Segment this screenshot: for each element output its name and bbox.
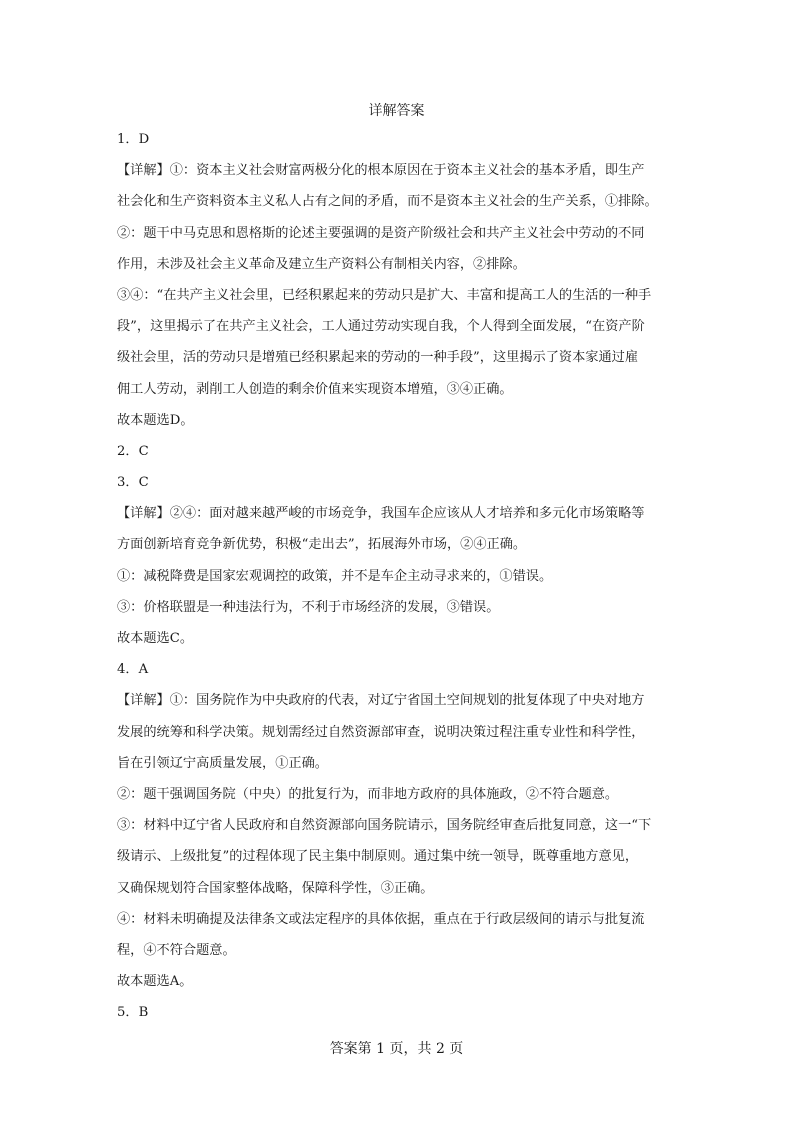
- text-line: ③：材料中辽宁省人民政府和自然资源部向国务院请示，国务院经审查后批复同意，这一“下: [117, 818, 652, 834]
- text-line: ③④：“在共产主义社会里，已经积累起来的劳动只是扩大、丰富和提高工人的生活的一种手: [117, 287, 652, 303]
- text-line: 故本题选D。: [117, 412, 194, 428]
- text-line: 3．C: [117, 475, 149, 491]
- text-line: ②：题干中马克思和恩格斯的论述主要强调的是资产阶级社会和共产主义社会中劳动的不同: [117, 225, 645, 241]
- text-line: 方面创新培育竞争新优势，积极“走出去”，拓展海外市场，②④正确。: [117, 537, 527, 553]
- text-line: 社会化和生产资料资本主义私人占有之间的矛盾，而不是资本主义社会的生产关系，①排除。: [117, 194, 658, 210]
- text-line: ②：题干强调国务院（中央）的批复行为，而非地方政府的具体施政，②不符合题意。: [117, 786, 619, 802]
- text-line: 【详解】①：国务院作为中央政府的代表，对辽宁省国土空间规划的批复体现了中央对地方: [117, 693, 645, 709]
- text-line: 旨在引领辽宁高质量发展，①正确。: [117, 755, 328, 771]
- text-line: 程，④不符合题意。: [117, 942, 236, 958]
- answer-content: [117, 130, 687, 1034]
- text-line: 级请示、上级批复”的过程体现了民主集中制原则。通过集中统一领导，既尊重地方意见，: [117, 849, 639, 865]
- page-footer: 答案第 1 页，共 2 页: [329, 1041, 464, 1057]
- text-line: ③：价格联盟是一种违法行为，不利于市场经济的发展，③错误。: [117, 599, 500, 615]
- page-title: 详解答案: [368, 103, 425, 119]
- text-line: 故本题选A。: [117, 974, 193, 990]
- text-line: 【详解】①：资本主义社会财富两极分化的根本原因在于资本主义社会的基本矛盾，即生产: [117, 163, 645, 179]
- text-line: 故本题选C。: [117, 631, 194, 646]
- text-line: 1．D: [117, 132, 150, 147]
- text-line: 段”，这里揭示了在共产主义社会，工人通过劳动实现自我，个人得到全面发展，“在资产阶: [117, 319, 645, 335]
- text-line: 4．A: [117, 662, 149, 678]
- text-line: 作用，未涉及社会主义革命及建立生产资料公有制相关内容，②排除。: [117, 256, 526, 272]
- text-line: ①：减税降费是国家宏观调控的政策，并不是车企主动寻求来的，①错误。: [117, 568, 553, 584]
- text-line: 佣工人劳动，剥削工人创造的剩余价值来实现资本增殖，③④正确。: [117, 381, 513, 397]
- text-line: 发展的统筹和科学决策。规划需经过自然资源部审查，说明决策过程注重专业性和科学性，: [117, 724, 645, 740]
- text-line: 级社会里，活的劳动只是增殖已经积累起来的劳动的一种手段”，这里揭示了资本家通过雇: [117, 350, 639, 366]
- text-line: 又确保规划符合国家整体战略，保障科学性，③正确。: [117, 880, 434, 896]
- text-line: 【详解】②④：面对越来越严峻的市场竞争，我国车企应该从人才培养和多元化市场策略等: [117, 506, 645, 522]
- text-line: 5．B: [117, 1005, 149, 1021]
- text-line: 2．C: [117, 443, 149, 459]
- text-line: ④：材料未明确提及法律条文或法定程序的具体依据，重点在于行政层级间的请示与批复流: [117, 911, 645, 927]
